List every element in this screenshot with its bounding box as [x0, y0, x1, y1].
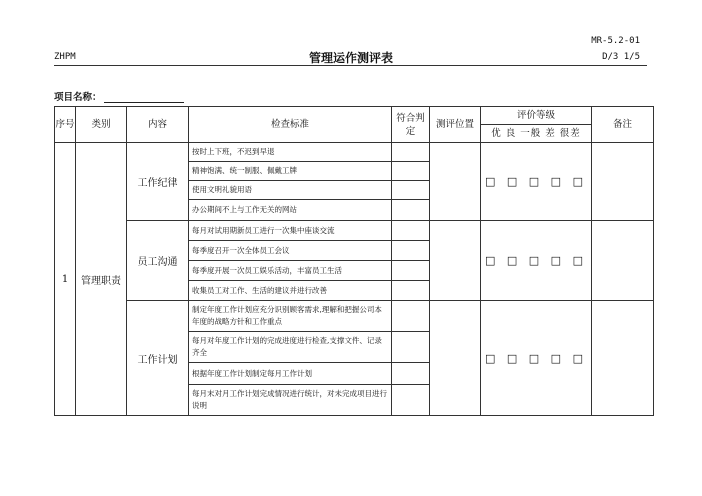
col-level: 评价等级	[481, 107, 592, 125]
standard-item: 根据年度工作计划制定每月工作计划	[189, 363, 392, 385]
standard-item: 每季度开展一次员工娱乐活动，丰富员工生活	[189, 261, 392, 281]
standard-item: 按时上下班，不迟到早退	[189, 143, 392, 162]
conform-cell[interactable]	[392, 332, 430, 363]
content-employee-communication: 员工沟通	[127, 221, 189, 301]
level-checkboxes[interactable]: □ □ □ □ □	[481, 301, 592, 416]
remark-cell[interactable]	[592, 221, 654, 301]
standard-item: 使用文明礼貌用语	[189, 181, 392, 200]
standard-item: 精神饱满、统一制服、佩戴工牌	[189, 162, 392, 181]
conform-cell[interactable]	[392, 143, 430, 162]
position-cell[interactable]	[430, 143, 481, 221]
content-work-plan: 工作计划	[127, 301, 189, 416]
conform-cell[interactable]	[392, 281, 430, 301]
conform-cell[interactable]	[392, 221, 430, 241]
standard-item: 办公期间不上与工作无关的网站	[189, 200, 392, 221]
conform-cell[interactable]	[392, 162, 430, 181]
col-standard: 检查标准	[189, 107, 392, 143]
conform-cell[interactable]	[392, 200, 430, 221]
row-seq: 1	[55, 143, 76, 416]
position-cell[interactable]	[430, 301, 481, 416]
level-checkboxes[interactable]: □ □ □ □ □	[481, 221, 592, 301]
col-level-sub: 优 良 一般 差 很差	[481, 125, 592, 143]
conform-cell[interactable]	[392, 181, 430, 200]
page-info: D/3 1/5	[602, 52, 640, 62]
standard-item: 每月对年度工作计划的完成进度进行检查,支撑文件、记录齐全	[189, 332, 392, 363]
project-name-field[interactable]	[54, 89, 184, 103]
col-position: 测评位置	[430, 107, 481, 143]
standard-item: 每季度召开一次全体员工会议	[189, 241, 392, 261]
col-content: 内容	[127, 107, 189, 143]
standard-item: 制定年度工作计划应充分识别顾客需求,理解和把握公司本年度的战略方针和工作重点	[189, 301, 392, 332]
col-conform: 符合判定	[392, 107, 430, 143]
row-category: 管理职责	[76, 143, 127, 416]
standard-item: 收集员工对工作、生活的建议并进行改善	[189, 281, 392, 301]
page-title: 管理运作测评表	[308, 51, 393, 65]
col-category: 类别	[76, 107, 127, 143]
position-cell[interactable]	[430, 221, 481, 301]
project-name-label: 项目名称：	[54, 92, 102, 103]
conform-cell[interactable]	[392, 261, 430, 281]
content-work-discipline: 工作纪律	[127, 143, 189, 221]
standard-item: 每月对试用期新员工进行一次集中座谈交流	[189, 221, 392, 241]
conform-cell[interactable]	[392, 241, 430, 261]
conform-cell[interactable]	[392, 363, 430, 385]
remark-cell[interactable]	[592, 301, 654, 416]
company-code: ZHPM	[54, 52, 76, 62]
document-number: MR-5.2-01	[591, 36, 640, 46]
col-remark: 备注	[592, 107, 654, 143]
header-rule	[54, 65, 647, 66]
level-checkboxes[interactable]: □ □ □ □ □	[481, 143, 592, 221]
remark-cell[interactable]	[592, 143, 654, 221]
conform-cell[interactable]	[392, 301, 430, 332]
project-name-blank[interactable]	[104, 92, 184, 103]
conform-cell[interactable]	[392, 385, 430, 416]
evaluation-table	[54, 106, 654, 416]
standard-item: 每月末对月工作计划完成情况进行统计，对未完成项目进行说明	[189, 385, 392, 416]
col-seq: 序号	[55, 107, 76, 143]
